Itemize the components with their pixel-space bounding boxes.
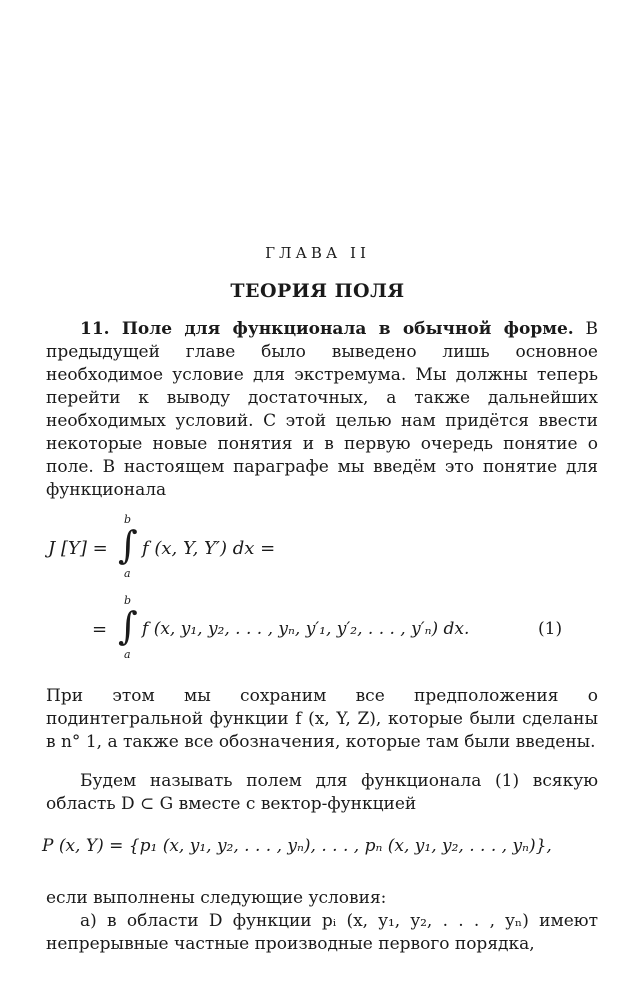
paragraph-4: если выполнены следующие условия: (46, 888, 387, 908)
paragraph-3: Будем называть полем для функционала (1) всякую область D ⊂ G вместе с вектор-функцией (46, 771, 598, 814)
paragraph-5: а) в области D функции pᵢ (x, y₁, y₂, . . . , yₙ) имеют непрерывные частные производные первого порядка, (46, 911, 598, 954)
chapter-title: ТЕОРИЯ ПОЛЯ (230, 280, 405, 302)
formula-1-line2-lhs: = (92, 619, 108, 640)
section-paragraph-text: В предыдущей главе было выведено лишь основное необходимое условие для экстремума. Мы должны теперь перейти к выводу достаточных, а также дальнейших необходимых условий. С этой целью нам придётся ввести некоторые новые понятия и в первую очередь понятие о поле. В настоящем параграфе мы введём это понятие для функционала (46, 319, 598, 500)
formula-1-line1-body: f (x, Y, Y′) dx = (142, 538, 276, 559)
formula-2: P (x, Y) = {p₁ (x, y₁, y₂, . . . , yₙ), . . . , pₙ (x, y₁, y₂, . . . , yₙ)}, (42, 836, 552, 856)
formula-1-line1-lhs: J [Y] = (48, 538, 108, 559)
integral-sign-2: ∫ (118, 604, 138, 648)
integral-sign-1: ∫ (118, 523, 138, 567)
chapter-label: ГЛАВА II (265, 244, 370, 262)
section-heading: 11. Поле для функционала в обычной форме. (80, 319, 574, 339)
formula-1-line2-upper-limit: b (124, 594, 132, 607)
equation-number: (1) (538, 619, 563, 639)
paragraph-2: При этом мы сохраним все предположения о подинтегральной функции f (x, Y, Z), которые были сделаны в n° 1, а также все обозначения, которые там были введены. (46, 686, 598, 752)
formula-1-line1-lower-limit: a (124, 567, 131, 580)
formula-1-line1-upper-limit: b (124, 513, 132, 526)
formula-1-line2-lower-limit: a (124, 648, 131, 661)
section-paragraph (46, 318, 598, 502)
formula-1-line2-body: f (x, y₁, y₂, . . . , yₙ, y′₁, y′₂, . . . , y′ₙ) dx. (142, 619, 470, 639)
